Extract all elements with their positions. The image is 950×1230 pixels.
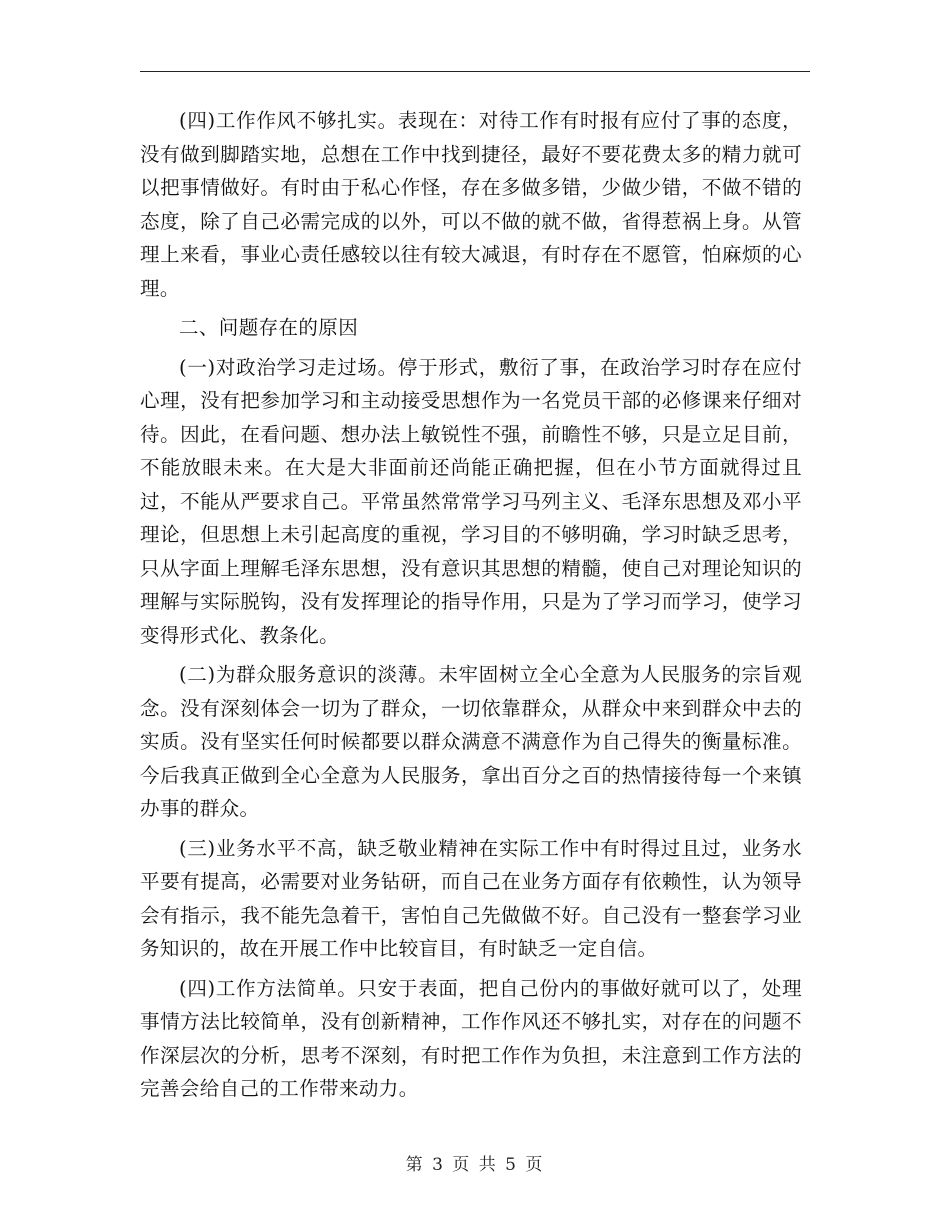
paragraph-work-method: (四)工作方法简单。只安于表面，把自己份内的事做好就可以了，处理事情方法比较简单，没有创新精神，工作作风还不够扎实，对存在的问题不作深层次的分析，思考不深刻，有时把工作作为负担，未注意到工作方法的完善会给自己的工作带来动力。 [140,976,802,1100]
page-number: 第 3 页 共 5 页 [405,1155,545,1175]
paragraph-service-awareness: (二)为群众服务意识的淡薄。未牢固树立全心全意为人民服务的宗旨观念。没有深刻体会一切为了群众，一切依靠群众，从群众中来到群众中去的实质。没有坚实任何时候都要以群众满意不满意作为自己得失的衡量标准。今后我真正做到全心全意为人民服务，拿出百分之百的热情接待每一个来镇办事的群众。 [140,663,802,820]
paragraph-business-level: (三)业务水平不高，缺乏敬业精神在实际工作中有时得过且过，业务水平要有提高，必需要对业务钻研，而自己在业务方面存有依赖性，认为领导会有指示，我不能先急着干，害怕自己先做做不好。自己没有一整套学习业务知识的，故在开展工作中比较盲目，有时缺乏一定自信。 [140,836,802,960]
section-heading-causes: 二、问题存在的原因 [179,316,359,339]
document-body [140,104,802,1112]
paragraph-political-study: (一)对政治学习走过场。停于形式，敷衍了事，在政治学习时存在应付心理，没有把参加学习和主动接受思想作为一名党员干部的必修课来仔细对待。因此，在看问题、想办法上敏锐性不强，前瞻性不够，只是立足目前，不能放眼未来。在大是大非面前还尚能正确把握，但在小节方面就得过且过，不能从严要求自己。平常虽然常常学习马列主义、毛泽东思想及邓小平理论，但思想上未引起高度的重视，学习目的不够明确，学习时缺乏思考，只从字面上理解毛泽东思想，没有意识其思想的精髓，使自己对理论知识的理解与实际脱钩，没有发挥理论的指导作用，只是为了学习而学习，使学习变得形式化、教条化。 [140,355,802,647]
paragraph-work-style: (四)工作作风不够扎实。表现在：对待工作有时报有应付了事的态度，没有做到脚踏实地，总想在工作中找到捷径，最好不要花费太多的精力就可以把事情做好。有时由于私心作怪，存在多做多错，少做少错，不做不错的态度，除了自己必需完成的以外，可以不做的就不做，省得惹祸上身。从管理上来看，事业心责任感较以往有较大减退，有时存在不愿管，怕麻烦的心理。 [140,109,802,300]
header-rule [140,71,810,72]
